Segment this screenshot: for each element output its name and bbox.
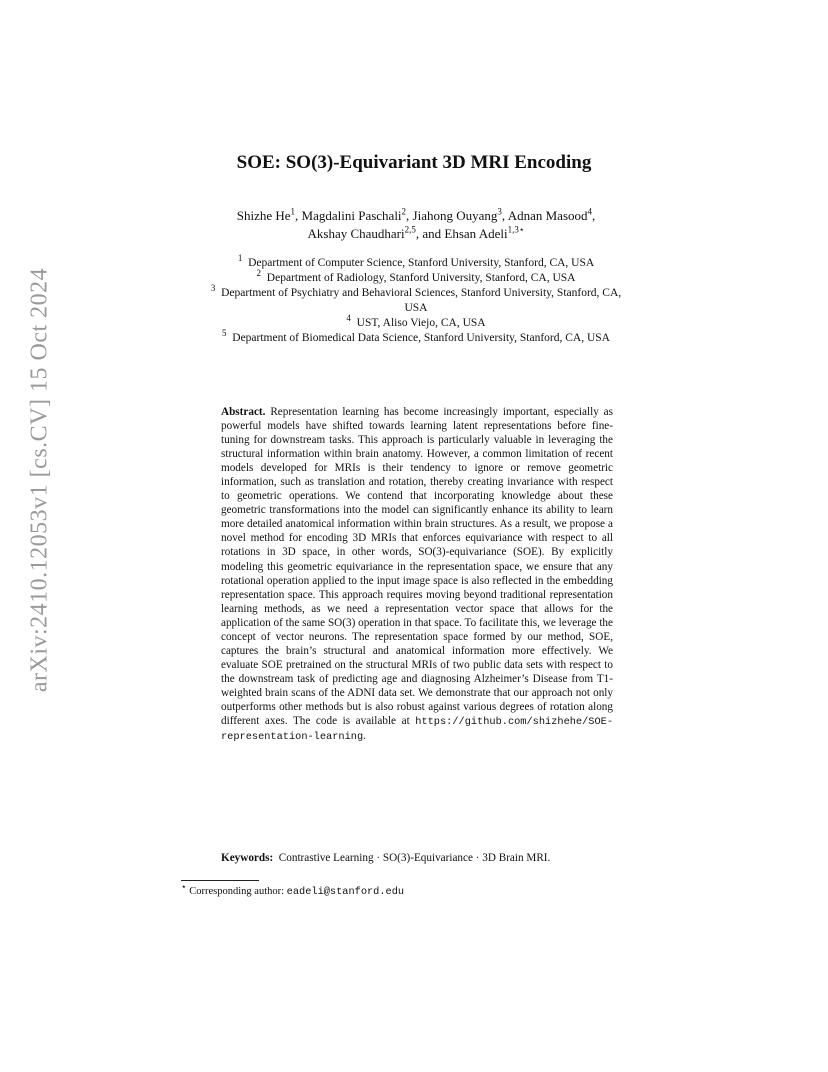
affiliation-sup: 4 — [346, 313, 351, 324]
abstract-label: Abstract. — [221, 406, 266, 418]
affiliation — [176, 313, 656, 331]
affiliation-sup: 3 — [210, 283, 216, 294]
keywords — [221, 851, 621, 865]
affiliation — [176, 268, 656, 286]
footnote — [181, 881, 405, 899]
abstract-text: Representation learning has become increasingly important, especially as powerful models have shifted towards learning latent representations before fine-tuning for downstream tasks. This approach is particularly valuable in leveraging the structural information within brain anatomy. However, a common limitation of recent models developed for MRIs is their tendency to ignore or remove geometric information, such as translation and rotation, thereby creating invariance with respect to geometric operations. We contend that incorporating knowledge about these geometric transformations into the model can significantly enhance its ability to learn more detailed anatomical information within brain structures. As a result, we propose a novel method for encoding 3D MRIs that enforces equivariance with respect to all rotations in 3D space, in other words, SO(3)-equivariance (SOE). By explicitly modeling this geometric equivariance in the representation space, we ensure that any rotational operation applied to the input image space is also reflected in the embedding representation space. This approach requires moving beyond traditional representation learning methods, as we need a representation vector space that allows for the application of the same SO(3) operation in that space. To facilitate this, we leverage the concept of vector neurons. The representation space formed by our method, SOE, captures the brain’s structural and anatomical information more effectively. We evaluate SOE pretrained on the structural MRIs of two public data sets with respect to the downstream task of predicting age and diagnosing Alzheimer’s Disease from T1-weighted brain scans of the ADNI data set. We demonstrate that our approach not only outperforms other methods but is also robust against various degrees of rotation along different axes. The code is available at — [221, 406, 613, 728]
keywords-text: Contrastive Learning · SO(3)-Equivariance · 3D Brain MRI. — [278, 852, 551, 864]
author-sup: 1,3⋆ — [507, 224, 525, 235]
author-sup: 2,5 — [404, 224, 416, 235]
footnote-mark: ⋆ — [181, 881, 187, 892]
author: Magdalini Paschali — [301, 208, 402, 223]
author-sup: 4 — [587, 206, 592, 217]
author: Adnan Masood — [507, 208, 588, 223]
author-sup: 1 — [290, 206, 296, 217]
author: Ehsan Adeli — [444, 226, 508, 241]
abstract-end: . — [363, 730, 366, 743]
affiliation-sup: 1 — [237, 253, 243, 264]
affiliation-text: Department of Biomedical Data Science, Stanford University, Stanford, CA, USA — [232, 332, 610, 344]
author: Akshay Chaudhari — [307, 226, 405, 241]
affiliation — [176, 283, 656, 316]
footnote-rule — [181, 880, 259, 881]
affiliation-text: Department of Psychiatry and Behavioral Sciences, Stanford University, Stanford, CA, USA — [221, 287, 622, 314]
affiliation-text: Department of Radiology, Stanford University, Stanford, CA, USA — [266, 272, 576, 284]
affiliation-sup: 2 — [256, 268, 262, 279]
corresponding-email[interactable]: eadeli@stanford.edu — [286, 886, 405, 898]
affiliation-sup: 5 — [222, 328, 227, 339]
affiliation-text: Department of Computer Science, Stanford University, Stanford, CA, USA — [248, 257, 595, 269]
abstract — [221, 405, 613, 744]
affiliation-list — [176, 253, 656, 346]
paper-title: SOE: SO(3)-Equivariant 3D MRI Encoding — [236, 152, 592, 173]
author-sup: 2 — [401, 206, 407, 217]
author-sup: 3 — [497, 206, 502, 217]
author: Jiahong Ouyang — [412, 208, 498, 223]
affiliation — [176, 253, 656, 271]
affiliation — [176, 328, 656, 346]
arxiv-stamp: arXiv:2410.12053v1 [cs.CV] 15 Oct 2024 — [26, 267, 53, 693]
code-link[interactable]: https://github.com/shizhehe/SOE-representation-learning — [221, 716, 613, 744]
affiliation-text: UST, Aliso Viejo, CA, USA — [356, 317, 486, 329]
author-list: Shizhe He$^1$, Magdalini Paschali$^2$, Jiahong Ouyang$^3$, Adnan Masood$^4$, Akshay Chaudhari$^{2,5}$, and Ehsan Adeli$^{1,3⋆}$ — [236, 206, 596, 241]
keywords-label: Keywords: — [221, 852, 274, 864]
author: Shizhe He — [236, 208, 291, 223]
footnote-text: Corresponding author: — [189, 886, 285, 897]
